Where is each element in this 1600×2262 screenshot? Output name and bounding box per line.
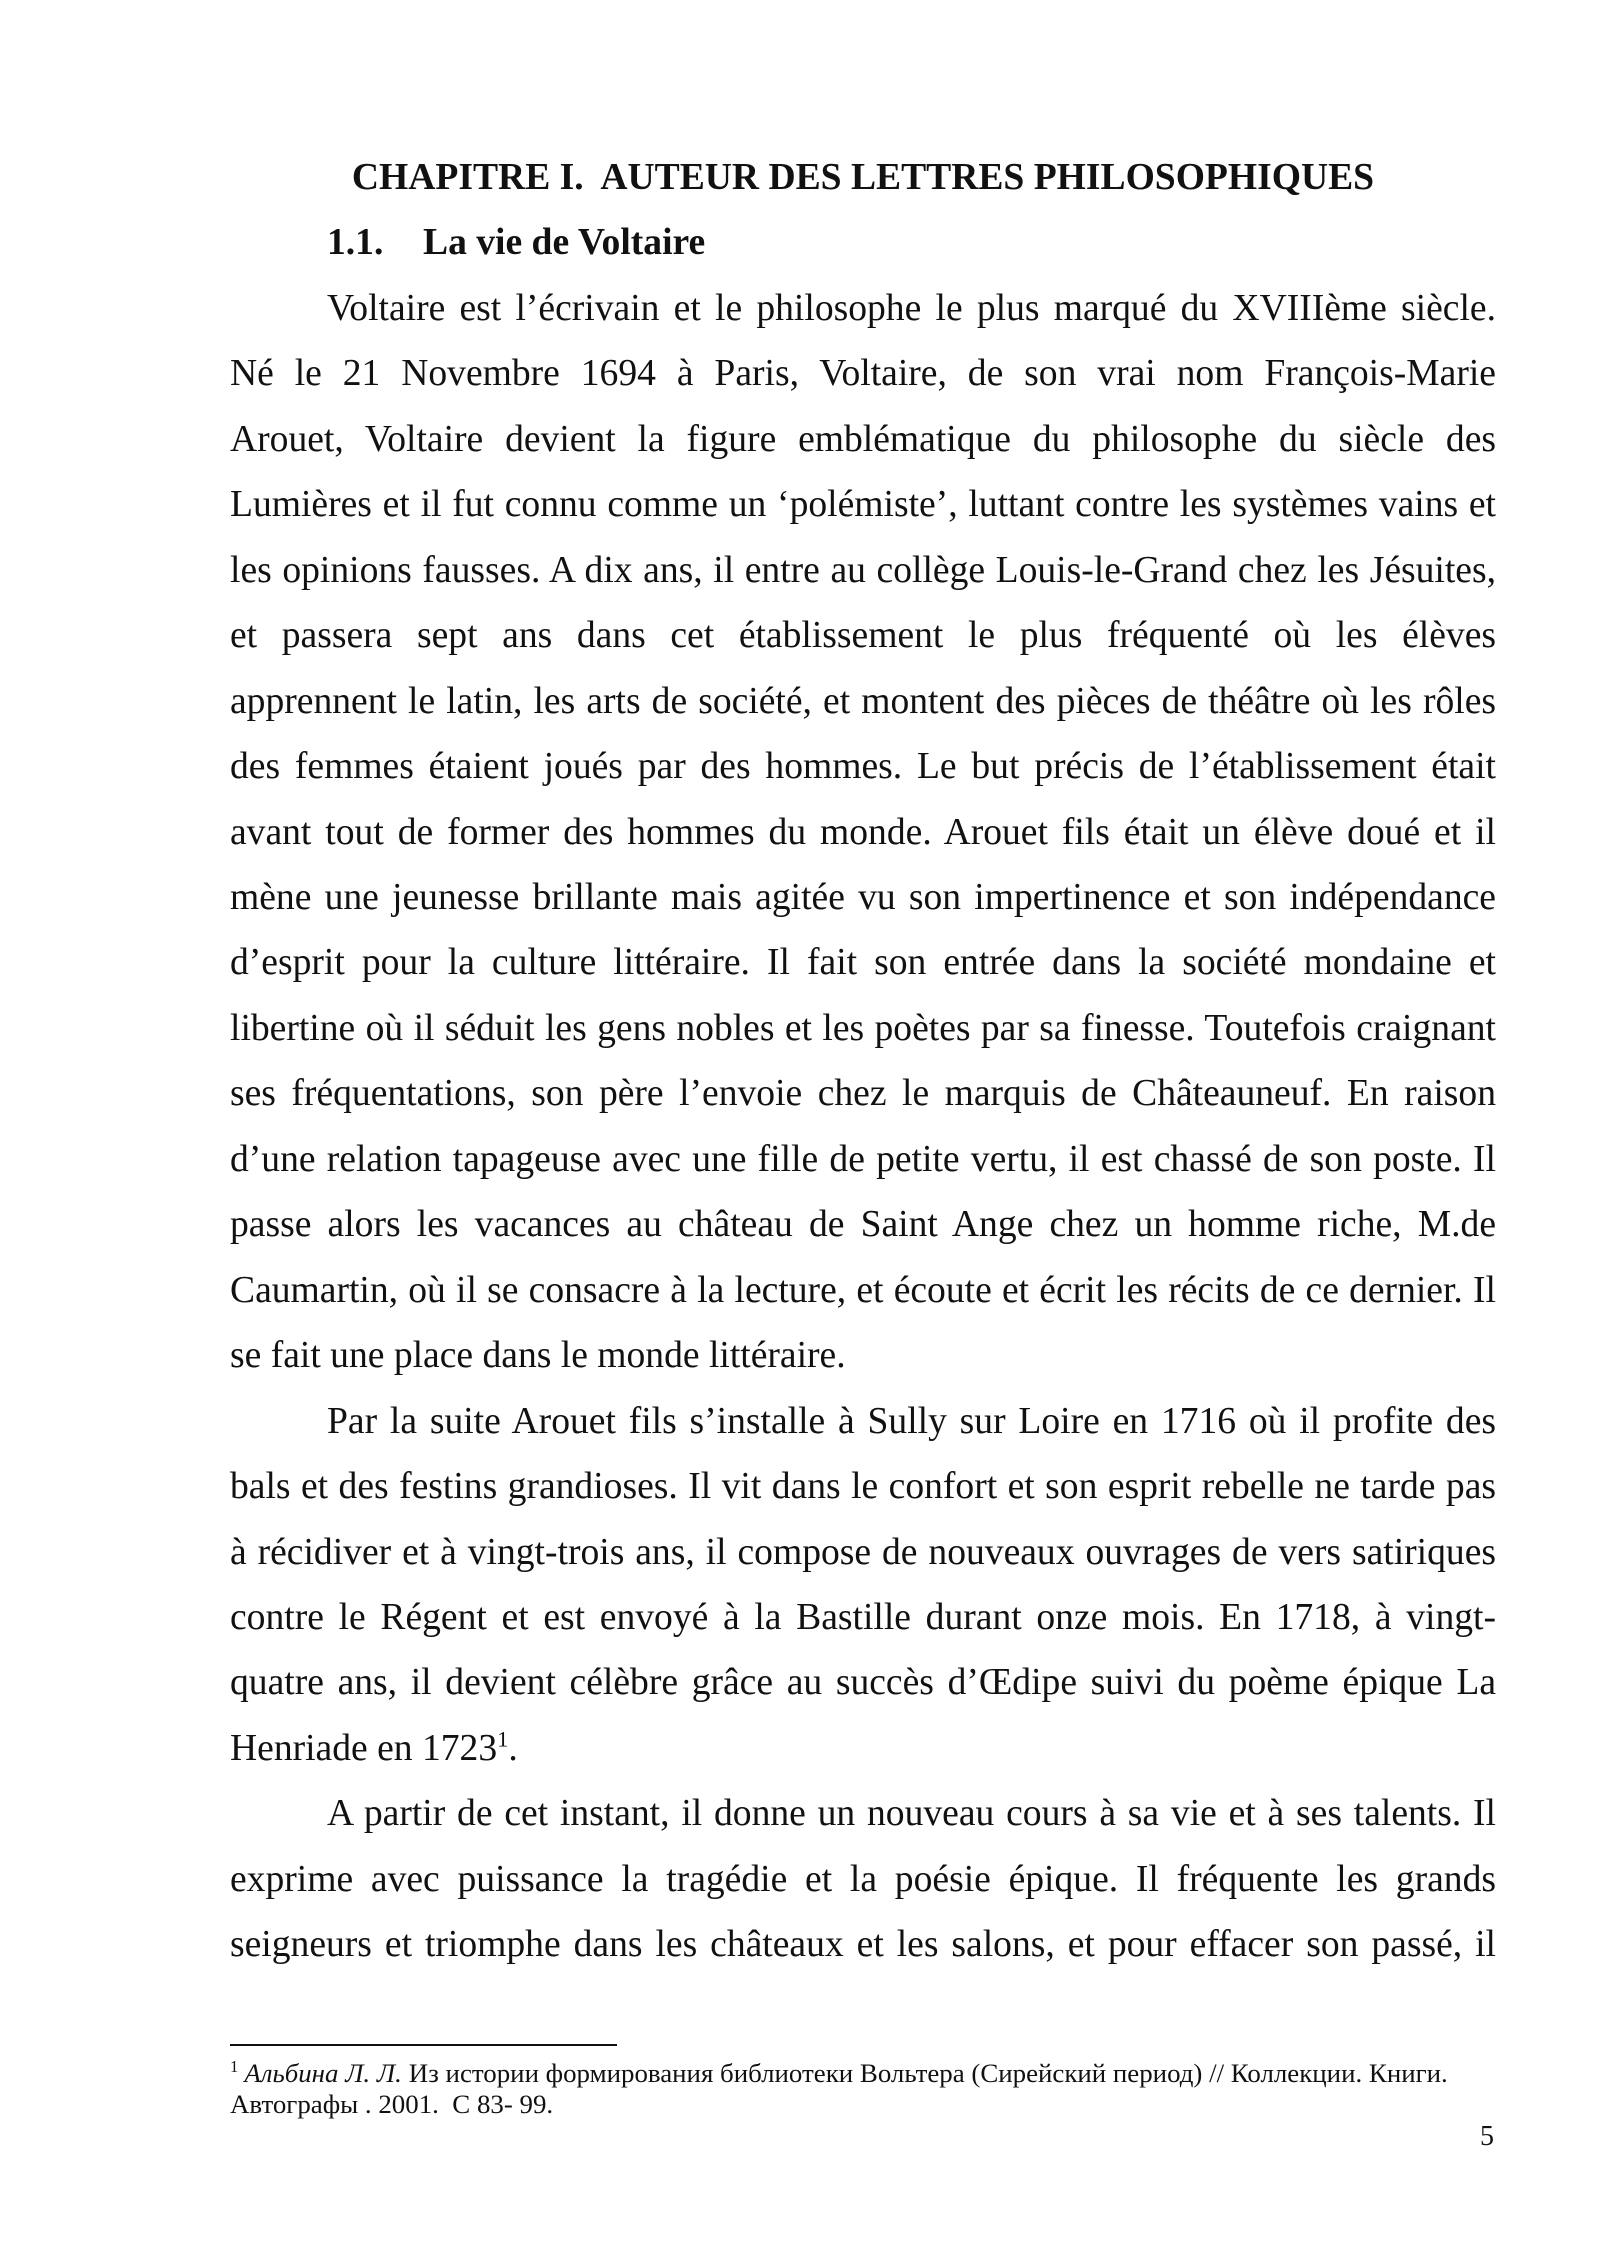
footnote-author: Альбина Л. Л. xyxy=(244,2058,402,2088)
paragraph xyxy=(230,1389,1496,1782)
chapter-heading: CHAPITRE I. AUTEUR DES LETTRES PHILOSOPHIQUES xyxy=(351,157,1375,198)
footnote-marker: 1 xyxy=(230,2057,239,2077)
paragraph-line: libertine où il séduit les gens nobles et les poètes par sa finesse. Toutefois craignant xyxy=(230,1007,1496,1049)
paragraph-line-text: Henriade en 1723 xyxy=(230,1727,498,1769)
body-text xyxy=(230,145,1496,1978)
paragraph-line: quatre ans, il devient célèbre grâce au succès d’Œdipe suivi du poème épique La xyxy=(230,1662,1496,1704)
paragraph-line: ses fréquentations, son père l’envoie chez le marquis de Châteauneuf. En raison xyxy=(230,1073,1496,1115)
paragraph-line: Né le 21 Novembre 1694 à Paris, Voltaire, de son vrai nom François-Marie xyxy=(230,353,1496,395)
paragraph-line: se fait une place dans le monde littéraire. xyxy=(230,1335,846,1377)
paragraph-line: Voltaire est l’écrivain et le philosophe le plus marqué du XVIIIème siècle. xyxy=(327,287,1496,329)
paragraph-line: des femmes étaient joués par des hommes. Le but précis de l’établissement était xyxy=(230,746,1496,788)
paragraph-line: Arouet, Voltaire devient la figure emblématique du philosophe du siècle des xyxy=(230,418,1496,460)
paragraph-line: Par la suite Arouet fils s’installe à Sully sur Loire en 1716 où il profite des xyxy=(327,1400,1496,1442)
paragraph-line: mène une jeunesse brillante mais agitée vu son impertinence et son indépendance xyxy=(230,876,1496,918)
paragraph-line: à récidiver et à vingt-trois ans, il compose de nouveaux ouvrages de vers satiriques xyxy=(230,1531,1496,1573)
footnote-separator xyxy=(230,2044,617,2046)
paragraph-line: apprennent le latin, les arts de société, et montent des pièces de théâtre où les rôles xyxy=(230,680,1496,722)
paragraph-line: A partir de cet instant, il donne un nouveau cours à sa vie et à ses talents. Il xyxy=(327,1793,1496,1835)
section-heading xyxy=(230,210,1496,275)
paragraph-line: avant tout de former des hommes du monde. Arouet fils était un élève doué et il xyxy=(230,811,1496,853)
paragraph-line xyxy=(230,1716,1496,1781)
paragraph-line: les opinions fausses. A dix ans, il entre au collège Louis-le-Grand chez les Jésuites, xyxy=(230,549,1496,591)
paragraph-line: Caumartin, où il se consacre à la lecture, et écoute et écrit les récits de ce dernier. Il xyxy=(230,1269,1496,1311)
paragraph-line: d’esprit pour la culture littéraire. Il fait son entrée dans la société mondaine et xyxy=(230,942,1496,984)
section-title: La vie de Voltaire xyxy=(423,222,706,264)
paragraph xyxy=(230,276,1496,1389)
footnote-text: Из истории формирования библиотеки Вольтера (Сирейский период) // Коллекции. Книги. xyxy=(408,2058,1448,2088)
section-number: 1.1. xyxy=(327,222,384,264)
footnote xyxy=(230,2058,1496,2120)
paragraph-line: et passera sept ans dans cet établissement le plus fréquenté où les élèves xyxy=(230,615,1496,657)
paragraph xyxy=(230,1781,1496,1977)
paragraph-line-end: . xyxy=(508,1727,518,1769)
paragraph-line: passe alors les vacances au château de Saint Ange chez un homme riche, M.de xyxy=(230,1204,1496,1246)
paragraph-line: seigneurs et triomphe dans les châteaux et les salons, et pour effacer son passé, il xyxy=(230,1924,1496,1966)
page-number: 5 xyxy=(1480,2121,1494,2152)
paragraph-line: Lumières et il fut connu comme un ‘polémiste’, luttant contre les systèmes vains et xyxy=(230,484,1496,526)
footnote-reference-marker: 1 xyxy=(497,1726,509,1752)
paragraph-line: bals et des festins grandioses. Il vit dans le confort et son esprit rebelle ne tarde pas xyxy=(230,1466,1496,1508)
paragraph-line: d’une relation tapageuse avec une fille de petite vertu, il est chassé de son poste. Il xyxy=(230,1138,1496,1180)
paragraph-line: contre le Régent et est envoyé à la Bastille durant onze mois. En 1718, à vingt- xyxy=(230,1596,1496,1638)
footnote-line: Автографы . 2001. С 83- 99. xyxy=(230,2089,554,2119)
footnote-line xyxy=(230,2058,1496,2089)
paragraph-line: exprime avec puissance la tragédie et la poésie épique. Il fréquente les grands xyxy=(230,1858,1496,1900)
